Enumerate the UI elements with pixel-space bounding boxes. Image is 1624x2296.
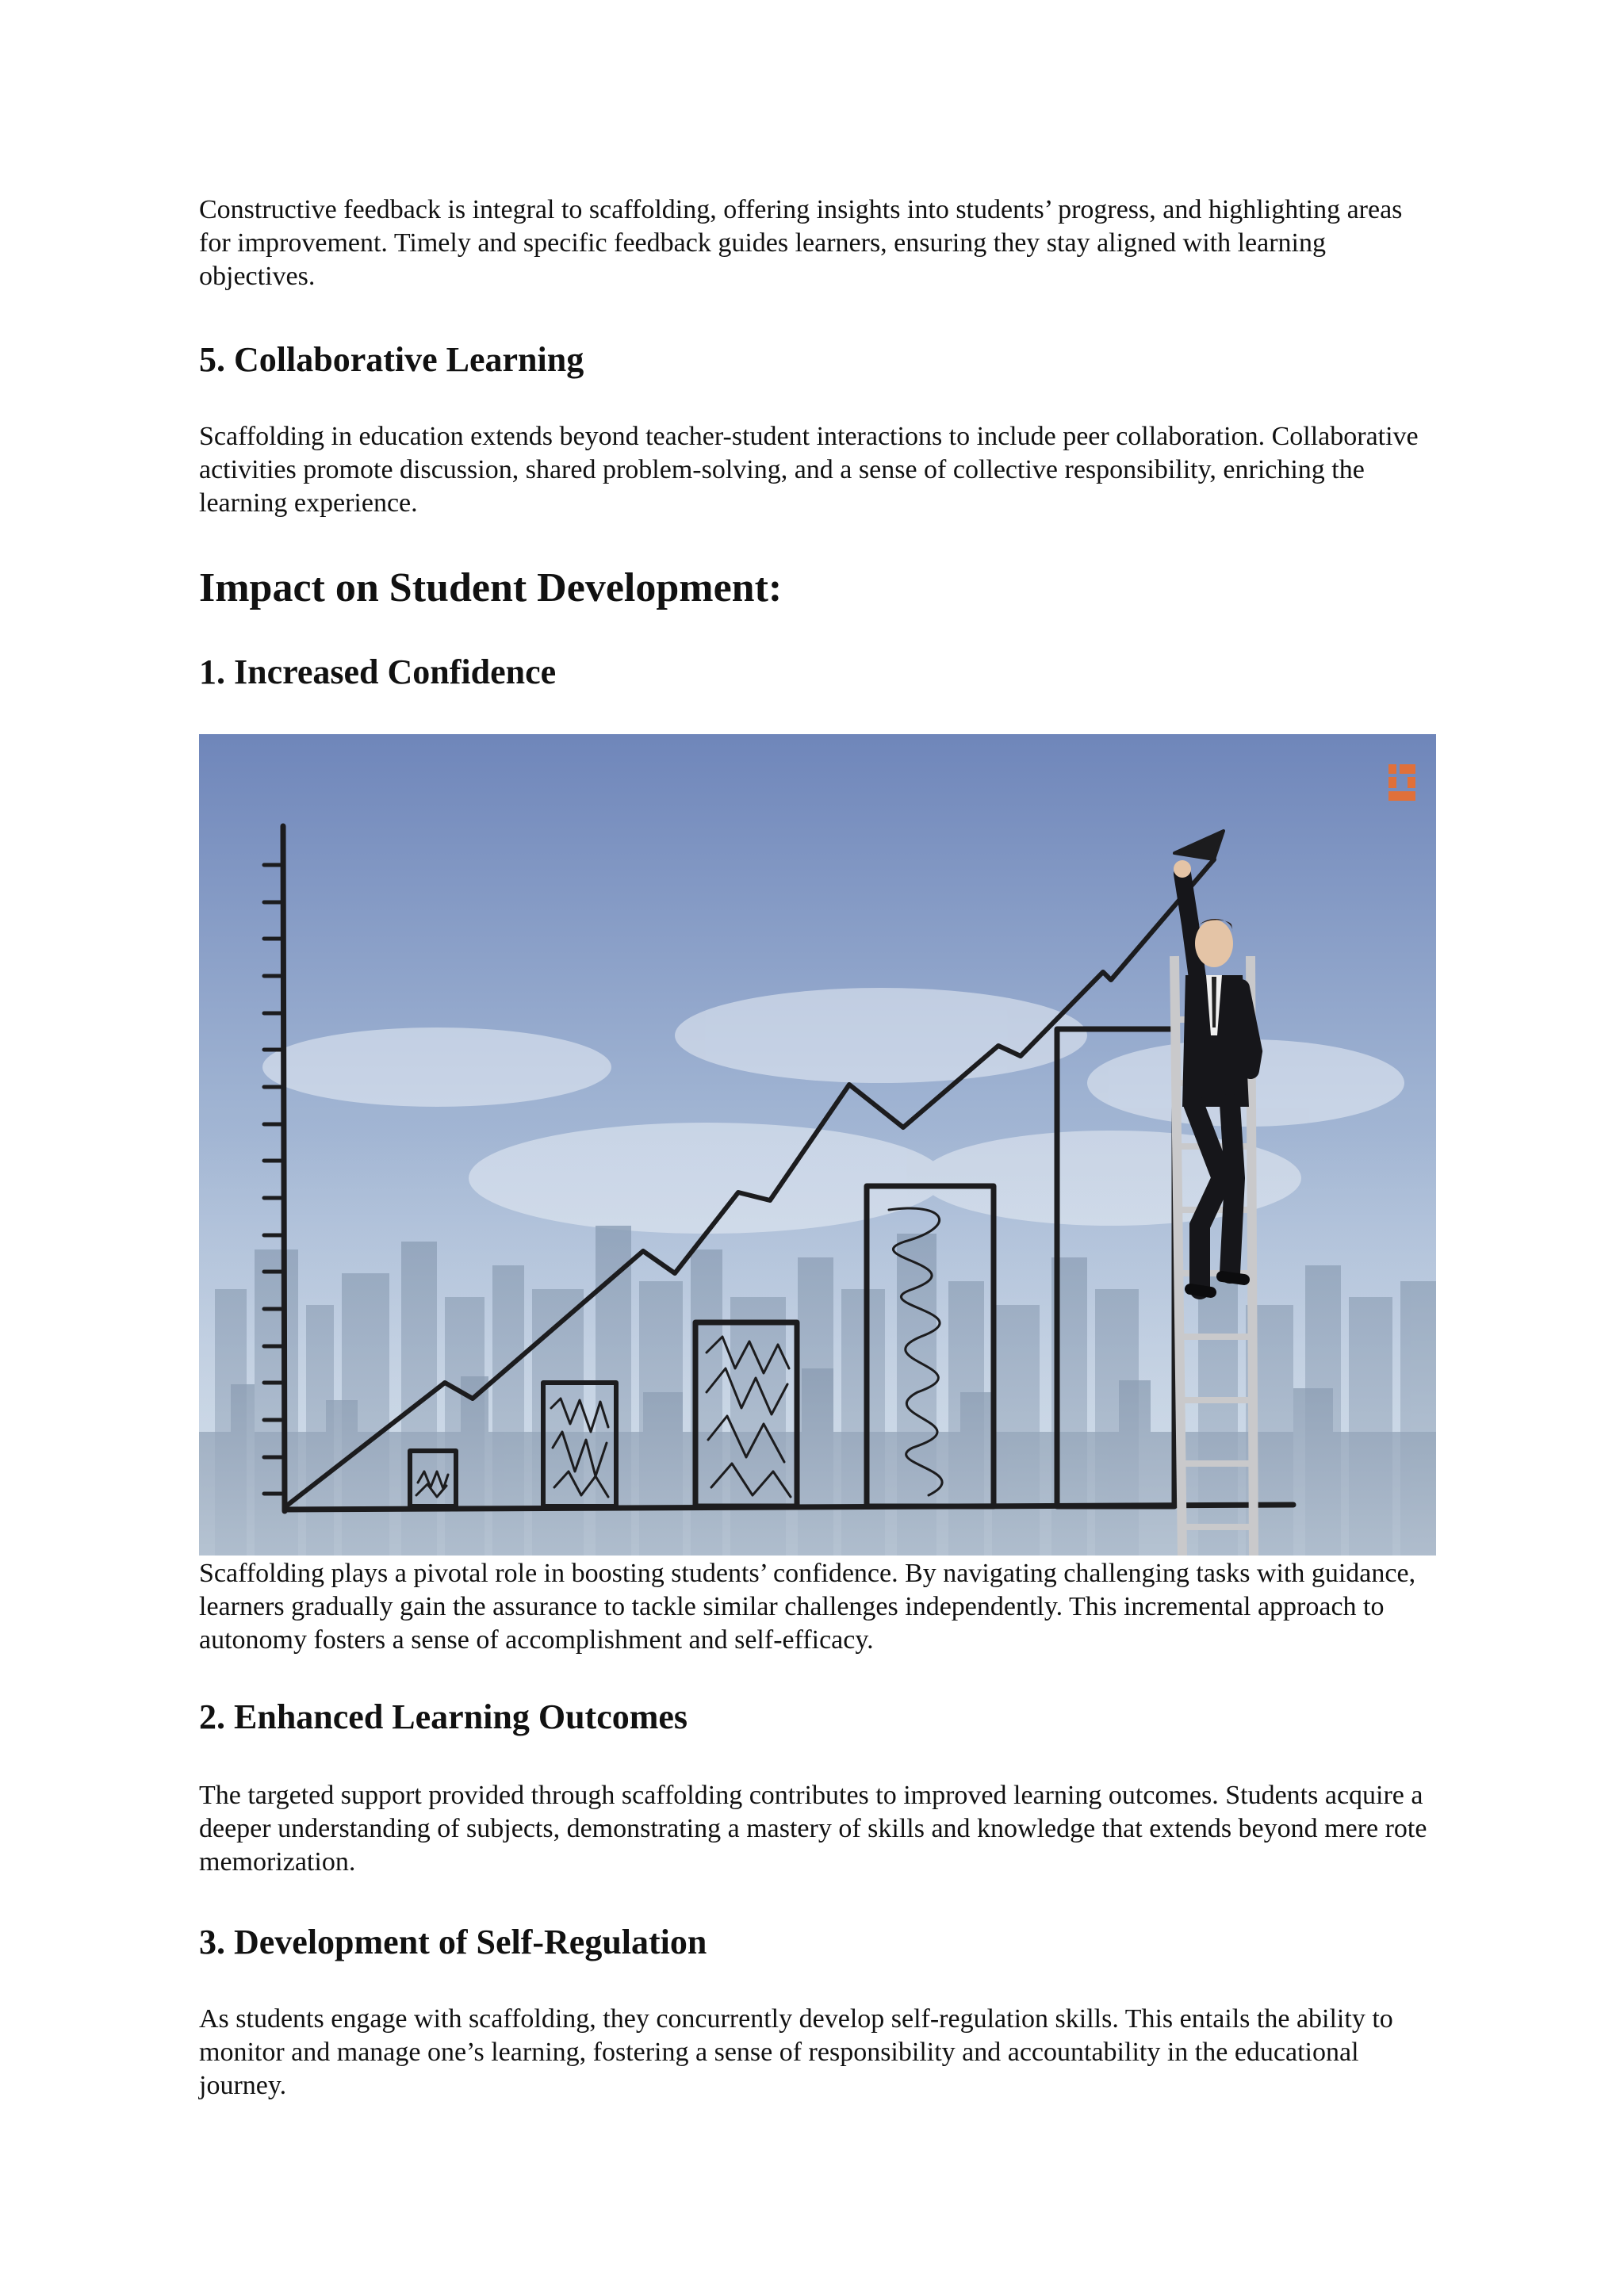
heading-impact-on-student-development: Impact on Student Development: [199, 565, 783, 610]
heading-development-of-self-regulation: 3. Development of Self-Regulation [199, 1923, 707, 1961]
heading-enhanced-learning-outcomes: 2. Enhanced Learning Outcomes [199, 1697, 688, 1736]
paragraph-feedback: Constructive feedback is integral to scaffolding, offering insights into students’ progress, and highlighting areas for improvement. Timely and specific feedback guides learners, ensuring they stay aligned with learning objectives. [199, 195, 1403, 291]
heading-increased-confidence: 1. Increased Confidence [199, 652, 557, 691]
heading-collaborative-learning: 5. Collaborative Learning [199, 340, 584, 379]
paragraph-self-regulation: As students engage with scaffolding, they concurrently develop self-regulation skills. This entails the ability to monitor and manage one’s learning, fostering a sense of responsibility and accountability in the educational journey. [199, 2004, 1393, 2100]
paragraph-collaborative: Scaffolding in education extends beyond teacher-student interactions to include peer collaboration. Collaborative activities promote discussion, shared problem-solving, and a sense of collective responsibility, enriching the learning experience. [199, 422, 1419, 518]
growth-chart-illustration [199, 734, 1436, 1556]
chart-y-axis [283, 826, 285, 1511]
paragraph-outcomes: The targeted support provided through scaffolding contributes to improved learning outcomes. Students acquire a deeper understanding of subjects, demonstrating a mastery of skills and knowledge that extends beyond mere rote memorization. [199, 1781, 1427, 1877]
paragraph-confidence: Scaffolding plays a pivotal role in boosting students’ confidence. By navigating challenging tasks with guidance, learners gradually gain the assurance to tackle similar challenges independently. This incremental approach to autonomy fosters a sense of accomplishment and self-efficacy. [199, 1559, 1416, 1655]
